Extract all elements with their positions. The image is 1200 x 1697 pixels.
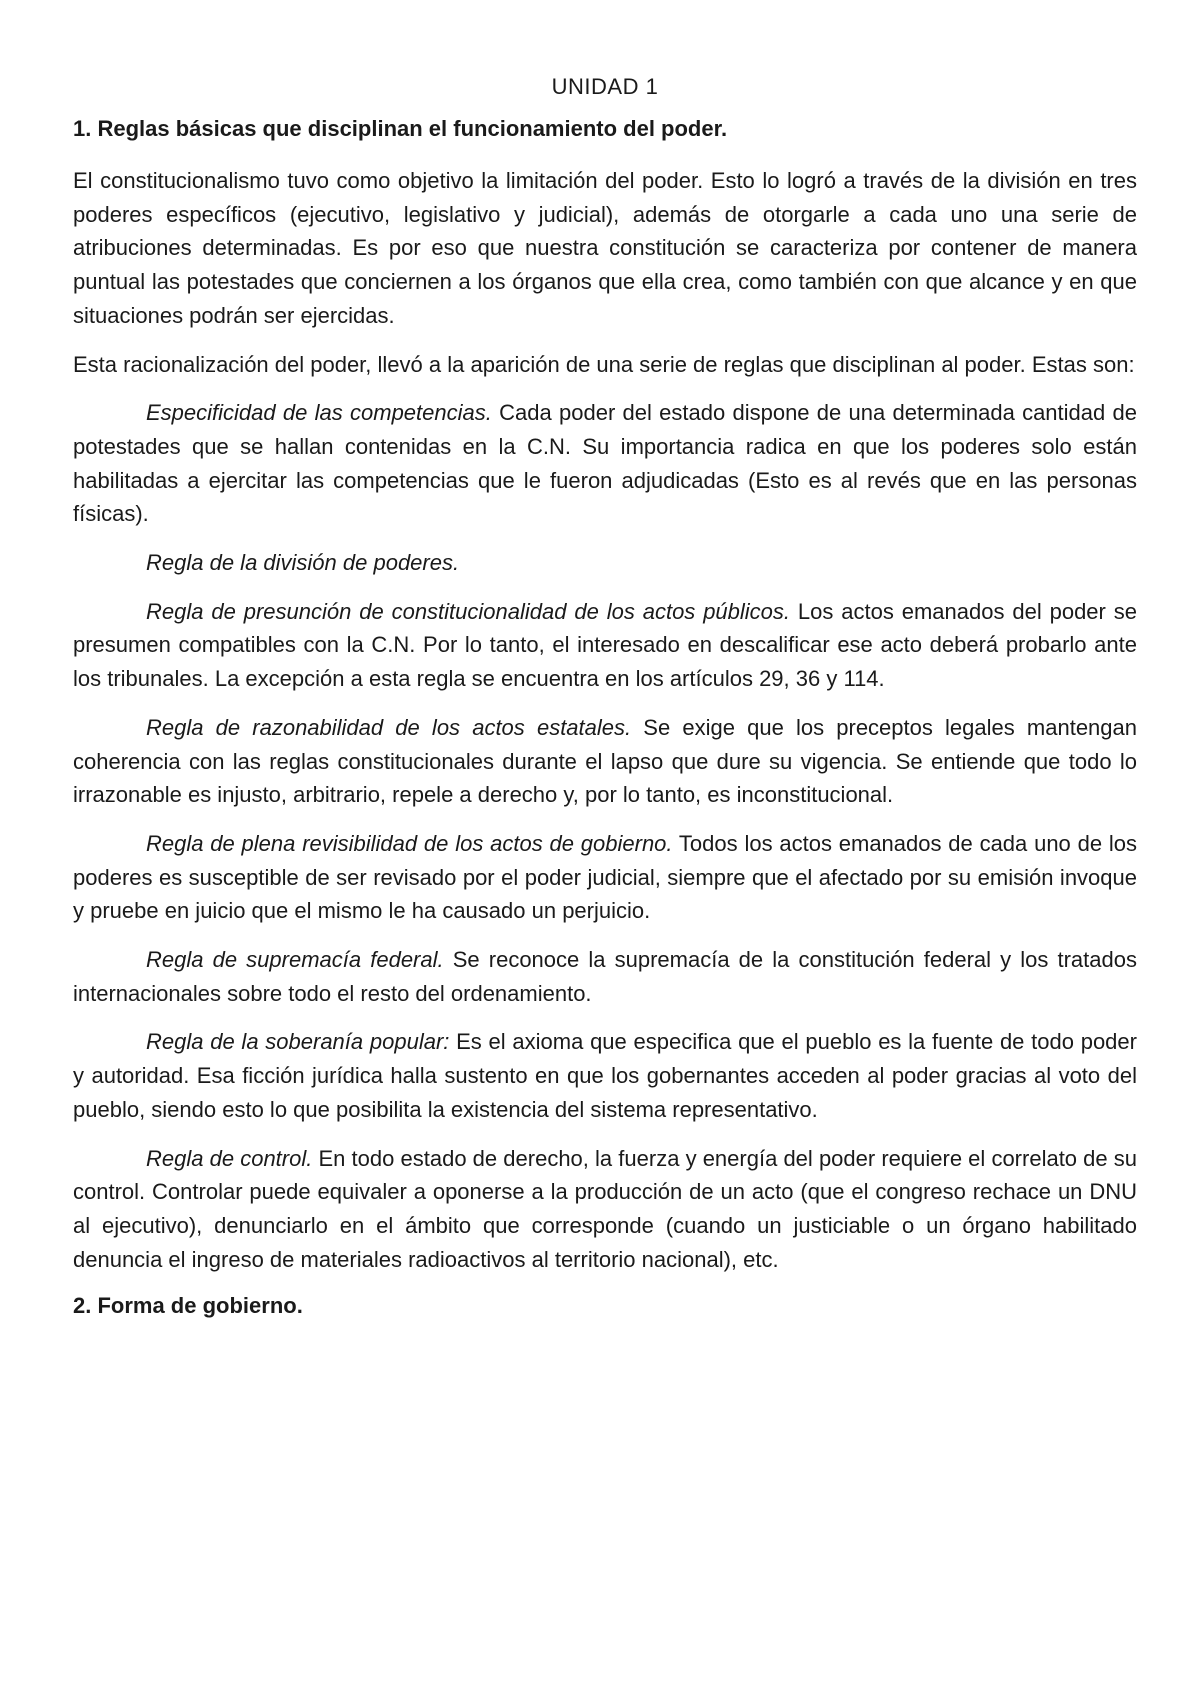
rule-text: Cada poder del estado dispone de una determinada cantidad de potestades que se hallan contenidas en la C.N. Su importancia radica en que los poderes solo están habilitadas a ejercitar las competencias que le fueron adjudicadas (Esto es al revés que en las personas físicas). [73, 400, 1137, 527]
rule-paragraph [73, 396, 1137, 531]
rule-text: Se exige que los preceptos legales mantengan coherencia con las reglas constitucionales durante el lapso que dure su vigencia. Se entiende que todo lo irrazonable es injusto, arbitrario, repele a derecho y, por lo tanto, es inconstitucional. [73, 714, 1137, 808]
unit-title: UNIDAD 1 [551, 74, 659, 99]
rule-paragraph [73, 1142, 1137, 1277]
rule-paragraph [73, 546, 1137, 580]
rule-name: Regla de razonabilidad de los actos estatales. [146, 714, 632, 740]
rule-text: En todo estado de derecho, la fuerza y energía del poder requiere el correlato de su control. Controlar puede equivaler a oponerse a la producción de un acto (que el congreso rechace un DNU al ejecutivo), denunciarlo en el ámbito que corresponde (cuando un justiciable o un órgano habilitado denuncia el ingreso de materiales radioactivos al territorio nacional), etc. [73, 1145, 1138, 1272]
rule-text: Es el axioma que especifica que el pueblo es la fuente de todo poder y autoridad. Esa ficción jurídica halla sustento en que los gobernantes acceden al poder gracias al voto del pueblo, siendo esto lo que posibilita la existencia del sistema representativo. [73, 1029, 1137, 1122]
rule-name: Regla de supremacía federal. [146, 947, 444, 973]
rule-text: Todos los actos emanados de cada uno de los poderes es susceptible de ser revisado por el poder judicial, siempre que el afectado por su emisión invoque y pruebe en juicio que el mismo le ha causado un perjuicio. [73, 830, 1137, 924]
rule-name: Regla de la soberanía popular: [146, 1029, 450, 1055]
rule-name: Regla de presunción de constitucionalidad de los actos públicos. [146, 598, 791, 624]
rule-paragraph [73, 827, 1137, 928]
rule-paragraph [73, 943, 1137, 1010]
rule-paragraph [73, 1025, 1137, 1126]
document-page [73, 72, 1137, 1341]
rule-name: Regla de plena revisibilidad de los actos de gobierno. [146, 830, 673, 856]
rule-name: Especificidad de las competencias. [146, 400, 492, 426]
rule-text: Los actos emanados del poder se presumen compatibles con la C.N. Por lo tanto, el interesado en descalificar ese acto deberá probarlo ante los tribunales. La excepción a esta regla se encuentra en los artículos 29, 36 y 114. [73, 598, 1137, 692]
rule-paragraph [73, 711, 1137, 812]
rule-paragraph [73, 595, 1137, 696]
rule-text: Se reconoce la supremacía de la constitución federal y los tratados internacionales sobre todo el resto del ordenamiento. [73, 947, 1137, 1006]
section-heading: 1. Reglas básicas que disciplinan el funcionamiento del poder. [73, 116, 728, 141]
section-heading: 2. Forma de gobierno. [73, 1293, 303, 1319]
intro-paragraph: Esta racionalización del poder, llevó a la aparición de una serie de reglas que disciplinan al poder. Estas son: [73, 351, 1135, 377]
rule-name: Regla de control. [146, 1145, 313, 1171]
intro-paragraph: El constitucionalismo tuvo como objetivo la limitación del poder. Esto lo logró a través de la división en tres poderes específicos (ejecutivo, legislativo y judicial), además de otorgarle a cada uno una serie de atribuciones determinadas. Es por eso que nuestra constitución se caracteriza por contener de manera puntual las potestades que conciernen a los órganos que ella crea, como también con que alcance y en que situaciones podrán ser ejercidas. [73, 168, 1137, 328]
rule-name: Regla de la división de poderes. [146, 550, 460, 576]
